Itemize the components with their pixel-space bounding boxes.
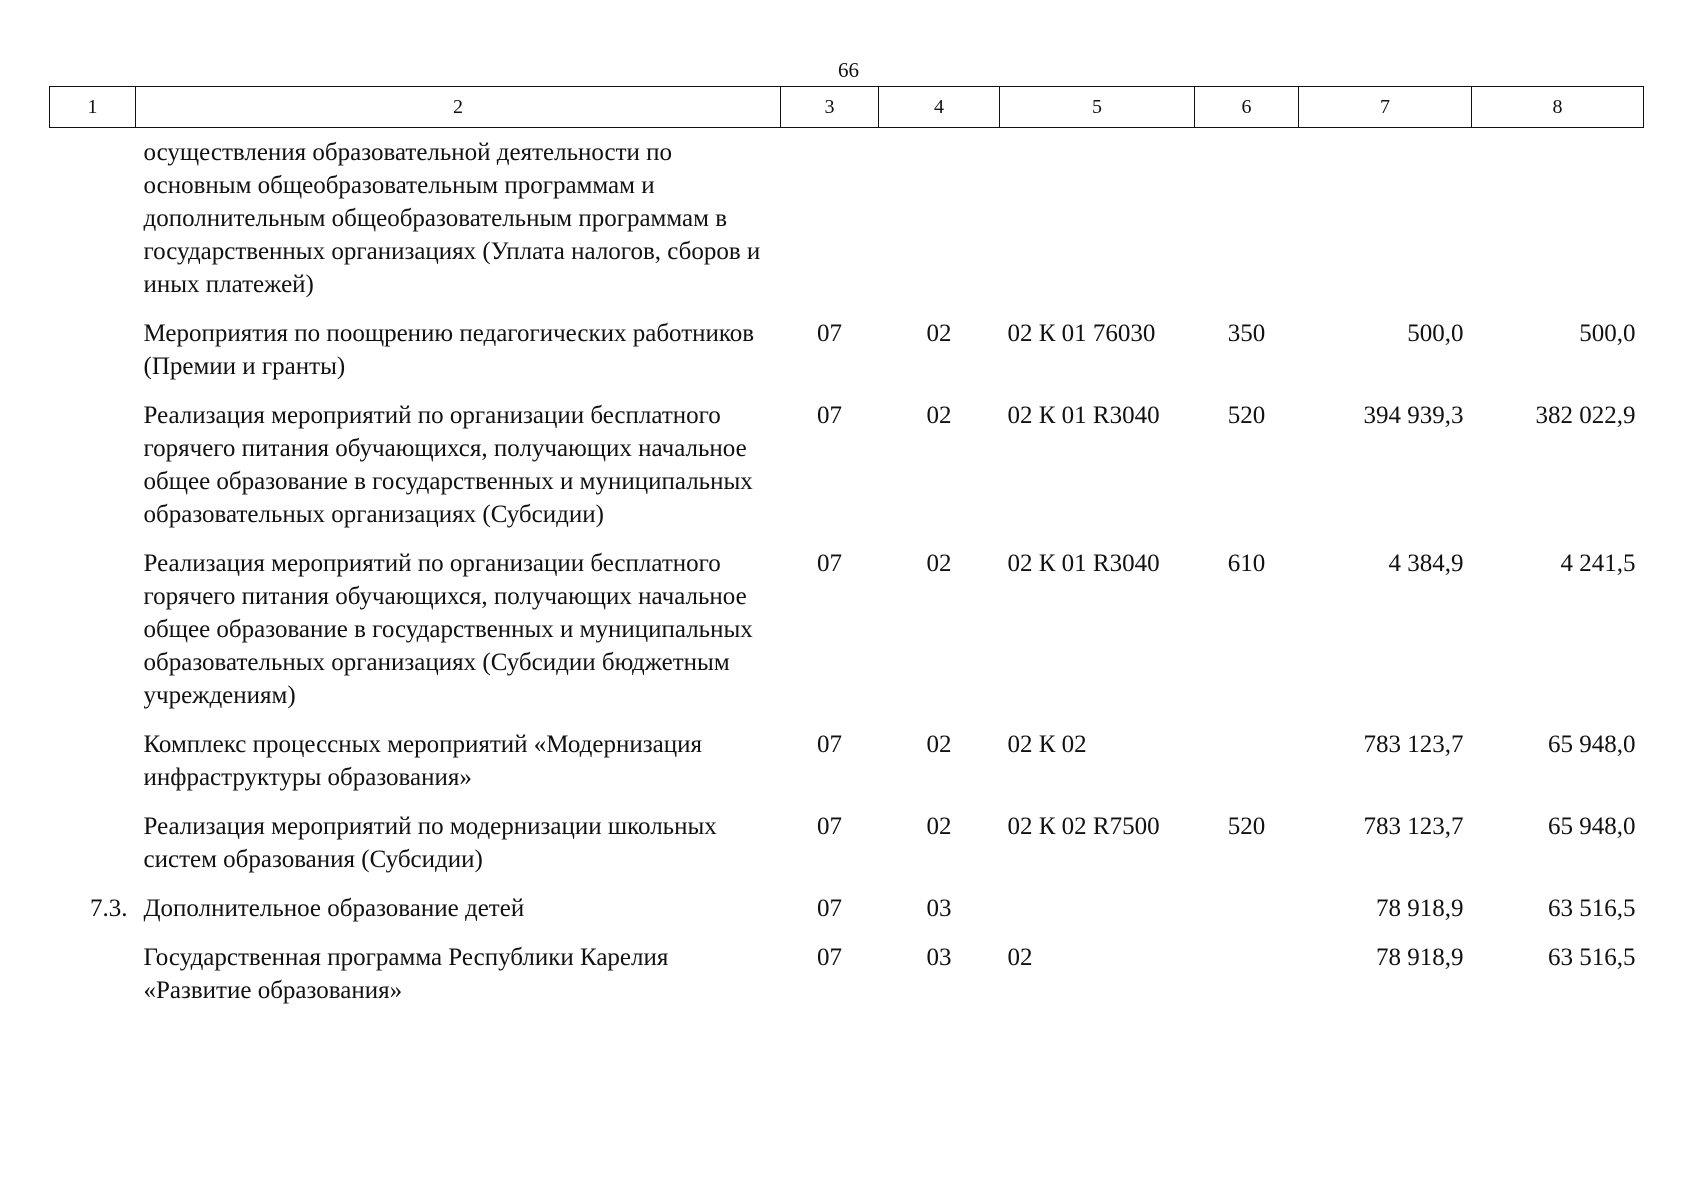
row-section [781,128,879,318]
column-number-header: 1 [50,87,136,128]
row-amount-1: 500,0 [1407,320,1464,347]
row-number [50,810,136,892]
table-row [50,810,1644,892]
row-target-article: 02 К 01 76030 [1007,320,1156,347]
row-amount-1: 78 918,9 [1376,895,1464,922]
row-name: Мероприятия по поощрению педагогических работников (Премии и гранты) [143,320,755,380]
row-number [50,399,136,547]
column-number-header: 4 [879,87,1000,128]
row-subsection: 02 [926,550,952,577]
table-row [50,399,1644,547]
row-name: Реализация мероприятий по организации бесплатного горячего питания обучающихся, получающих начальное общее образование в государственных и муниципальных образовательных организациях (Субсидии) [143,402,753,528]
row-amount-2: 4 241,5 [1560,550,1636,577]
row-number [50,128,136,318]
row-amount-1 [1299,128,1472,318]
table-row [50,317,1644,399]
row-target-article: 02 [1007,944,1033,971]
row-expense-type [1195,892,1299,941]
column-number-row [50,87,1644,128]
row-target-article: 02 К 02 R7500 [1007,813,1160,840]
row-name: Реализация мероприятий по организации бесплатного горячего питания обучающихся, получающих начальное общее образование в государственных и муниципальных образовательных организациях (Субсидии бюджетным учреждениям) [143,550,753,709]
row-number [50,728,136,810]
row-amount-1: 394 939,3 [1363,402,1464,429]
table-row [50,547,1644,728]
row-expense-type: 520 [1227,402,1266,429]
column-number-header: 3 [781,87,879,128]
row-amount-1: 78 918,9 [1376,944,1464,971]
row-amount-1: 783 123,7 [1363,813,1464,840]
row-section: 07 [817,813,842,840]
row-name: осуществления образовательной деятельности по основным общеобразовательным программам и дополнительным общеобразовательным программам в государственных организациях (Уплата налогов, сборов и иных платежей) [143,139,761,298]
column-number-header: 5 [1000,87,1195,128]
row-name: Реализация мероприятий по модернизации школьных систем образования (Субсидии) [143,813,717,873]
column-number-header: 2 [136,87,781,128]
row-expense-type: 610 [1227,550,1266,577]
row-section: 07 [817,895,842,922]
row-target-article: 02 К 01 R3040 [1007,402,1160,429]
row-subsection: 03 [926,944,952,971]
row-subsection [879,128,1000,318]
column-number-header: 8 [1472,87,1644,128]
row-name: Дополнительное образование детей [143,895,525,922]
row-amount-2: 65 948,0 [1548,813,1636,840]
row-name: Комплекс процессных мероприятий «Модернизация инфраструктуры образования» [143,731,702,791]
row-section: 07 [817,320,842,347]
row-expense-type [1195,728,1299,810]
row-name: Государственная программа Республики Карелия «Развитие образования» [143,944,669,1004]
table-row [50,892,1644,941]
row-number: 7.3. [90,895,128,922]
row-section: 07 [817,731,842,758]
row-target-article [1000,892,1195,941]
row-amount-2: 65 948,0 [1548,731,1636,758]
table-row [50,728,1644,810]
row-amount-2: 63 516,5 [1548,895,1636,922]
row-number [50,547,136,728]
row-expense-type [1195,128,1299,318]
column-number-header: 6 [1195,87,1299,128]
row-amount-2: 382 022,9 [1535,402,1636,429]
row-subsection: 02 [926,813,952,840]
row-subsection: 03 [926,895,952,922]
row-target-article: 02 К 01 R3040 [1007,550,1160,577]
row-amount-2 [1472,128,1644,318]
row-number [50,317,136,399]
row-expense-type: 350 [1227,320,1266,347]
row-section: 07 [817,402,842,429]
page-number: 66 [838,58,859,82]
row-amount-2: 500,0 [1579,320,1636,347]
budget-table [49,86,1644,1023]
column-number-header: 7 [1299,87,1472,128]
row-target-article [1000,128,1195,318]
row-subsection: 02 [926,402,952,429]
table-row [50,941,1644,1023]
row-subsection: 02 [926,320,952,347]
row-amount-1: 783 123,7 [1363,731,1464,758]
table-row [50,128,1644,318]
row-amount-1: 4 384,9 [1388,550,1464,577]
row-number [50,941,136,1023]
row-expense-type [1195,941,1299,1023]
row-section: 07 [817,550,842,577]
row-amount-2: 63 516,5 [1548,944,1636,971]
row-section: 07 [817,944,842,971]
row-expense-type: 520 [1227,813,1266,840]
row-target-article: 02 К 02 [1007,731,1087,758]
row-subsection: 02 [926,731,952,758]
